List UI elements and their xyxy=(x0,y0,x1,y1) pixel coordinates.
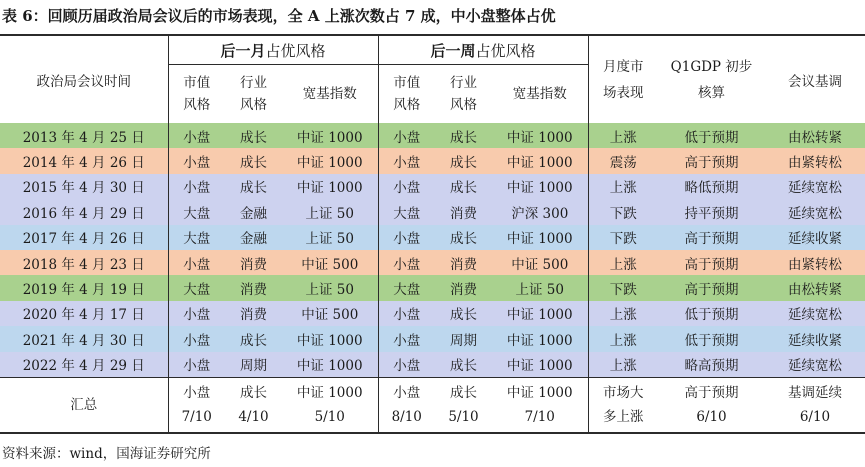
header-month-sector: 行业 风格 xyxy=(240,75,267,113)
cell-market: 上涨 xyxy=(588,250,658,275)
cell-week-cap: 小盘 xyxy=(378,174,435,199)
cell-week-index: 中证 500 xyxy=(492,250,588,275)
header-group-week: 后一周占优风格 xyxy=(378,35,588,65)
cell-month-index: 中证 1000 xyxy=(282,123,378,148)
cell-gdp: 略低预期 xyxy=(658,174,765,199)
cell-date: 2019 年 4 月 19 日 xyxy=(0,275,168,300)
table-row xyxy=(0,326,865,351)
cell-week-index: 中证 1000 xyxy=(492,123,588,148)
cell-week-sector: 成长 xyxy=(435,123,492,148)
cell-tone: 由紧转松 xyxy=(765,250,865,275)
cell-month-sector: 周期 xyxy=(225,352,282,378)
cell-month-cap: 小盘 xyxy=(168,250,225,275)
table-row xyxy=(0,148,865,173)
cell-week-index: 上证 50 xyxy=(492,275,588,300)
cell-tone: 延续宽松 xyxy=(765,301,865,326)
cell-date: 2013 年 4 月 25 日 xyxy=(0,123,168,148)
cell-month-sector: 金融 xyxy=(225,225,282,250)
market-performance-table xyxy=(0,34,865,434)
header-q1gdp: Q1GDP 初步 核算 xyxy=(658,35,765,123)
summary-row xyxy=(0,377,865,433)
cell-month-cap: 小盘 xyxy=(168,174,225,199)
table-row xyxy=(0,352,865,378)
cell-week-sector: 成长 xyxy=(435,352,492,378)
cell-date: 2020 年 4 月 17 日 xyxy=(0,301,168,326)
cell-month-index: 中证 1000 xyxy=(282,148,378,173)
cell-tone: 延续宽松 xyxy=(765,352,865,378)
cell-gdp: 低于预期 xyxy=(658,123,765,148)
summary-label: 汇总 xyxy=(0,377,168,433)
cell-tone: 延续收紧 xyxy=(765,326,865,351)
cell-tone: 延续宽松 xyxy=(765,174,865,199)
summary-month-sector: 成长 4/10 xyxy=(225,377,282,433)
cell-month-index: 上证 50 xyxy=(282,199,378,224)
summary-week-index: 中证 1000 7/10 xyxy=(492,377,588,433)
cell-date: 2014 年 4 月 26 日 xyxy=(0,148,168,173)
table-caption: 表 6：回顾历届政治局会议后的市场表现，全 A 上涨次数占 7 成，中小盘整体占优 xyxy=(2,7,556,25)
cell-month-sector: 消费 xyxy=(225,301,282,326)
header-monthly-market: 月度市 场表现 xyxy=(588,35,658,123)
cell-month-sector: 成长 xyxy=(225,326,282,351)
summary-week-cap: 小盘 8/10 xyxy=(378,377,435,433)
cell-week-cap: 小盘 xyxy=(378,148,435,173)
header-week-sector: 行业 风格 xyxy=(450,75,477,113)
cell-market: 震荡 xyxy=(588,148,658,173)
cell-week-index: 中证 1000 xyxy=(492,148,588,173)
cell-date: 2021 年 4 月 30 日 xyxy=(0,326,168,351)
cell-week-index: 沪深 300 xyxy=(492,199,588,224)
cell-week-sector: 消费 xyxy=(435,250,492,275)
cell-month-index: 中证 1000 xyxy=(282,352,378,378)
cell-month-sector: 消费 xyxy=(225,275,282,300)
cell-week-sector: 周期 xyxy=(435,326,492,351)
cell-week-sector: 消费 xyxy=(435,199,492,224)
table-row xyxy=(0,225,865,250)
cell-month-index: 中证 500 xyxy=(282,301,378,326)
cell-month-index: 上证 50 xyxy=(282,275,378,300)
cell-market: 下跌 xyxy=(588,225,658,250)
cell-market: 下跌 xyxy=(588,275,658,300)
header-month-index: 宽基指数 xyxy=(302,86,357,102)
cell-week-cap: 小盘 xyxy=(378,123,435,148)
cell-month-sector: 消费 xyxy=(225,250,282,275)
cell-month-sector: 成长 xyxy=(225,174,282,199)
cell-week-cap: 小盘 xyxy=(378,352,435,378)
cell-gdp: 高于预期 xyxy=(658,148,765,173)
cell-month-sector: 成长 xyxy=(225,148,282,173)
cell-month-cap: 小盘 xyxy=(168,326,225,351)
cell-gdp: 低于预期 xyxy=(658,326,765,351)
summary-tone: 基调延续 6/10 xyxy=(765,377,865,433)
header-month-cap: 市值 风格 xyxy=(168,65,225,124)
table-row xyxy=(0,174,865,199)
cell-week-sector: 消费 xyxy=(435,275,492,300)
cell-week-cap: 小盘 xyxy=(378,301,435,326)
cell-week-index: 中证 1000 xyxy=(492,301,588,326)
cell-month-cap: 小盘 xyxy=(168,123,225,148)
cell-week-sector: 成长 xyxy=(435,301,492,326)
table-row xyxy=(0,275,865,300)
cell-date: 2022 年 4 月 29 日 xyxy=(0,352,168,378)
cell-tone: 延续宽松 xyxy=(765,199,865,224)
summary-month-index: 中证 1000 5/10 xyxy=(282,377,378,433)
cell-week-cap: 小盘 xyxy=(378,326,435,351)
cell-date: 2017 年 4 月 26 日 xyxy=(0,225,168,250)
cell-market: 上涨 xyxy=(588,326,658,351)
cell-month-cap: 小盘 xyxy=(168,301,225,326)
cell-market: 上涨 xyxy=(588,174,658,199)
cell-week-sector: 成长 xyxy=(435,148,492,173)
cell-month-index: 上证 50 xyxy=(282,225,378,250)
cell-tone: 由松转紧 xyxy=(765,275,865,300)
cell-week-cap: 小盘 xyxy=(378,250,435,275)
header-week-index: 宽基指数 xyxy=(512,86,567,102)
header-meeting-time: 政治局会议时间 xyxy=(0,35,168,123)
cell-month-index: 中证 1000 xyxy=(282,326,378,351)
header-group-month: 后一月占优风格 xyxy=(168,35,378,65)
table-row xyxy=(0,250,865,275)
cell-market: 下跌 xyxy=(588,199,658,224)
cell-gdp: 略高预期 xyxy=(658,352,765,378)
cell-market: 上涨 xyxy=(588,123,658,148)
cell-gdp: 高于预期 xyxy=(658,225,765,250)
table-row xyxy=(0,199,865,224)
cell-tone: 延续收紧 xyxy=(765,225,865,250)
cell-tone: 由紧转松 xyxy=(765,148,865,173)
cell-month-cap: 大盘 xyxy=(168,199,225,224)
cell-week-index: 中证 1000 xyxy=(492,352,588,378)
cell-date: 2016 年 4 月 29 日 xyxy=(0,199,168,224)
cell-market: 上涨 xyxy=(588,352,658,378)
table-row xyxy=(0,301,865,326)
cell-gdp: 持平预期 xyxy=(658,199,765,224)
cell-month-index: 中证 1000 xyxy=(282,174,378,199)
cell-gdp: 高于预期 xyxy=(658,275,765,300)
cell-week-sector: 成长 xyxy=(435,174,492,199)
cell-market: 上涨 xyxy=(588,301,658,326)
cell-month-index: 中证 500 xyxy=(282,250,378,275)
cell-week-cap: 小盘 xyxy=(378,225,435,250)
cell-week-cap: 大盘 xyxy=(378,199,435,224)
cell-gdp: 低于预期 xyxy=(658,301,765,326)
cell-month-cap: 小盘 xyxy=(168,352,225,378)
source-note: 资料来源：wind，国海证券研究所 xyxy=(2,446,211,462)
cell-month-cap: 小盘 xyxy=(168,148,225,173)
summary-week-sector: 成长 5/10 xyxy=(435,377,492,433)
cell-month-cap: 大盘 xyxy=(168,225,225,250)
cell-date: 2015 年 4 月 30 日 xyxy=(0,174,168,199)
cell-week-cap: 大盘 xyxy=(378,275,435,300)
cell-gdp: 高于预期 xyxy=(658,250,765,275)
table-row xyxy=(0,123,865,148)
cell-week-index: 中证 1000 xyxy=(492,225,588,250)
header-tone: 会议基调 xyxy=(765,35,865,123)
cell-month-sector: 金融 xyxy=(225,199,282,224)
summary-market: 市场大 多上涨 xyxy=(588,377,658,433)
cell-tone: 由松转紧 xyxy=(765,123,865,148)
header-week-cap: 市值 风格 xyxy=(378,65,435,124)
cell-week-sector: 成长 xyxy=(435,225,492,250)
summary-gdp: 高于预期 6/10 xyxy=(658,377,765,433)
cell-week-index: 中证 1000 xyxy=(492,174,588,199)
cell-date: 2018 年 4 月 23 日 xyxy=(0,250,168,275)
summary-month-cap: 小盘 7/10 xyxy=(168,377,225,433)
cell-month-sector: 成长 xyxy=(225,123,282,148)
cell-week-index: 中证 1000 xyxy=(492,326,588,351)
cell-month-cap: 大盘 xyxy=(168,275,225,300)
